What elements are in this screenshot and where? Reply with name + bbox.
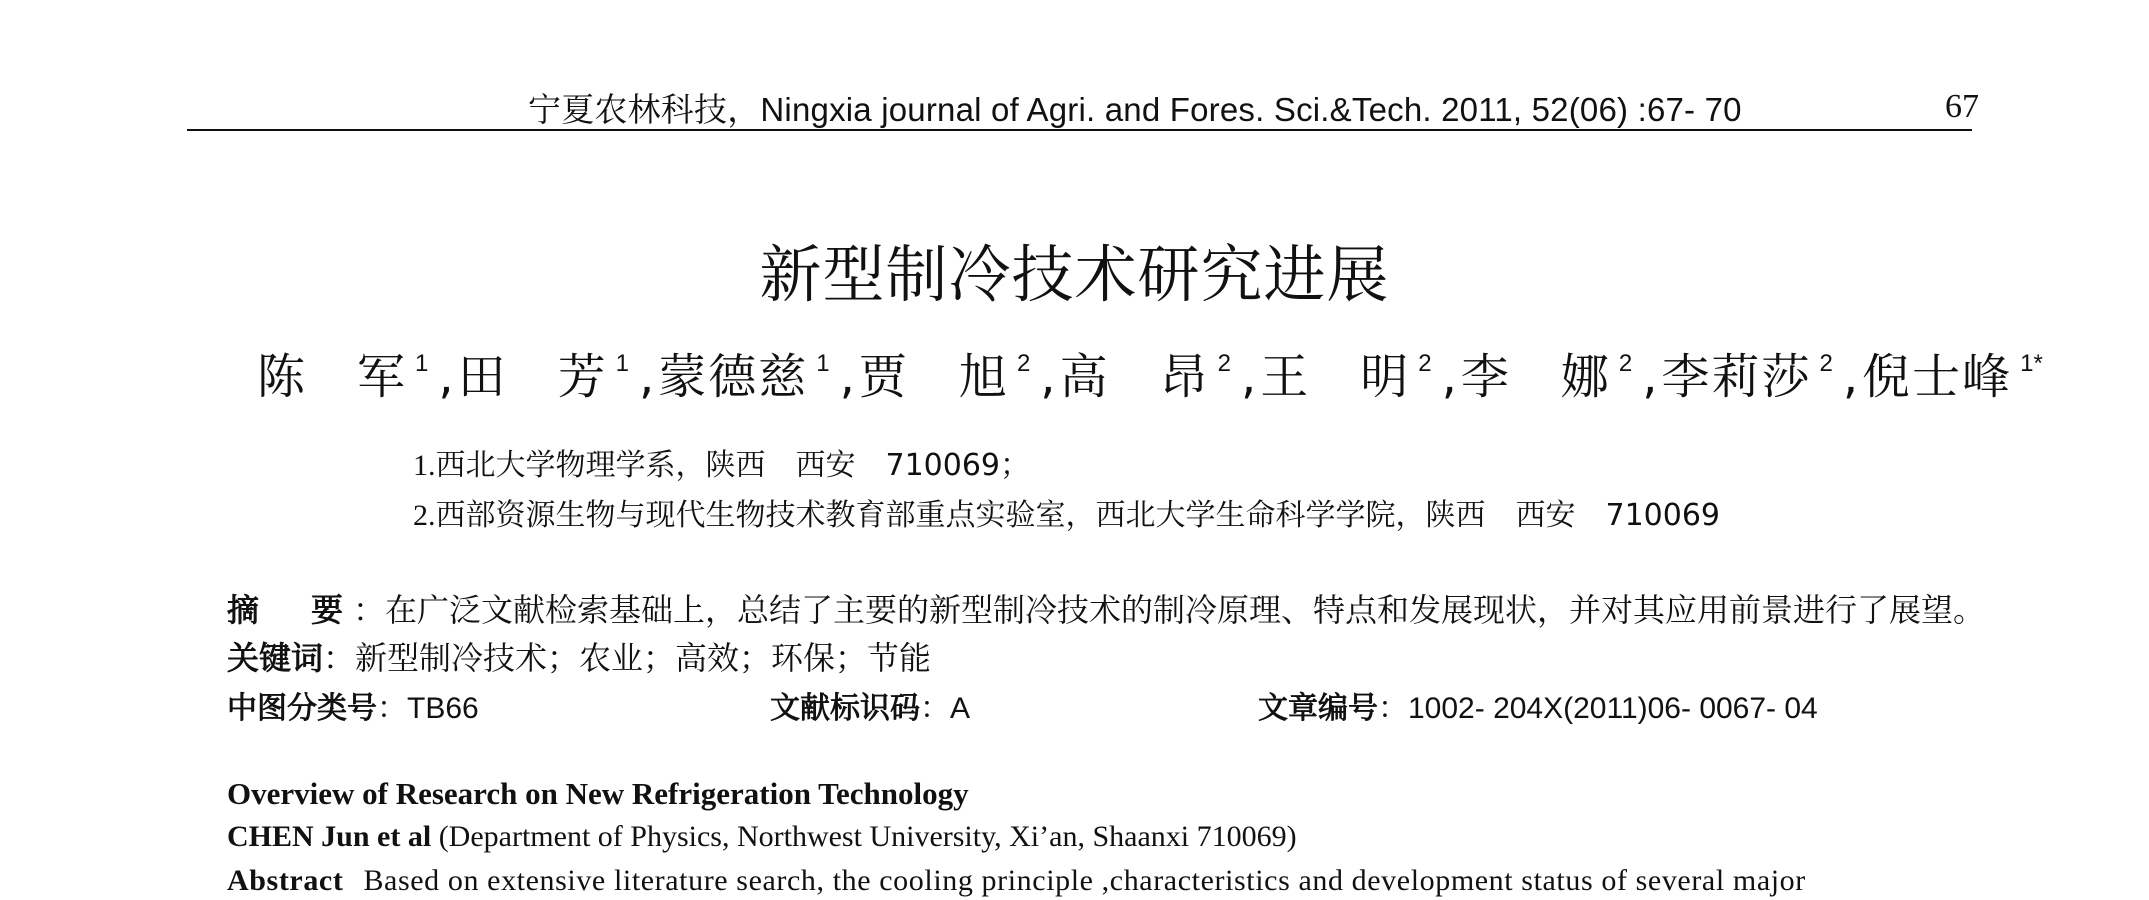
keywords-cn	[227, 633, 931, 679]
header-rule	[187, 129, 1972, 131]
paper-title: 新型制冷技术研究进展	[759, 238, 1390, 311]
running-head: 宁夏农林科技，Ningxia journal of Agri. and Fores. Sci.&Tech. 2011, 52(06) :67- 70	[528, 91, 1742, 128]
author: ,王 明 $^2$	[1240, 349, 1432, 405]
author: 陈 军 $^1$	[257, 349, 429, 405]
english-author: CHEN Jun et al	[227, 820, 432, 853]
english-affiliation: (Department of Physics, Northwest University, Xi’an, Shaanxi 710069)	[431, 820, 1297, 853]
clc-number: 中图分类号：TB66	[227, 691, 479, 726]
author: ,高 昂 $^2$	[1040, 349, 1231, 405]
affiliation-1: 1.西北大学物理学系，陕西 西安 710069；	[413, 448, 1031, 483]
english-abstract-text: Based on extensive literature search, the cooling principle ,characteristics and development status of several major	[363, 864, 1806, 897]
keywords-cn-text: ：新型制冷技术；农业；高效；环保；节能	[323, 639, 932, 677]
page-number: 67	[1945, 88, 1979, 125]
author: ,倪士峰 $^{1*}$	[1842, 349, 2043, 405]
english-title: Overview of Research on New Refrigeration Technology	[227, 776, 969, 811]
english-abstract	[227, 864, 1972, 898]
author: ,田 芳 $^1$	[438, 349, 630, 405]
english-abstract-label: Abstract	[227, 864, 344, 897]
affiliation-2: 2.西部资源生物与现代生物技术教育部重点实验室，西北大学生命科学学院，陕西 西安 710069	[413, 498, 1721, 533]
abstract-cn-label: 摘 要	[227, 591, 354, 629]
document-code: 文献标识码：A	[770, 691, 971, 726]
english-author-line	[227, 820, 1297, 854]
article-number: 文章编号：1002- 204X(2011)06- 0067- 04	[1258, 691, 1818, 726]
author: ,贾 旭 $^2$	[839, 349, 1031, 405]
author: ,李莉莎 $^2$	[1642, 349, 1833, 405]
abstract-cn	[227, 585, 1985, 631]
abstract-cn-text: ：在广泛文献检索基础上，总结了主要的新型制冷技术的制冷原理、特点和发展现状，并对其应用前景进行了展望。	[353, 591, 1986, 629]
author: ,李 娜 $^2$	[1441, 349, 1633, 405]
author: ,蒙德慈 $^1$	[639, 349, 830, 405]
keywords-cn-label: 关键词	[227, 639, 324, 677]
author-list	[255, 338, 2053, 407]
